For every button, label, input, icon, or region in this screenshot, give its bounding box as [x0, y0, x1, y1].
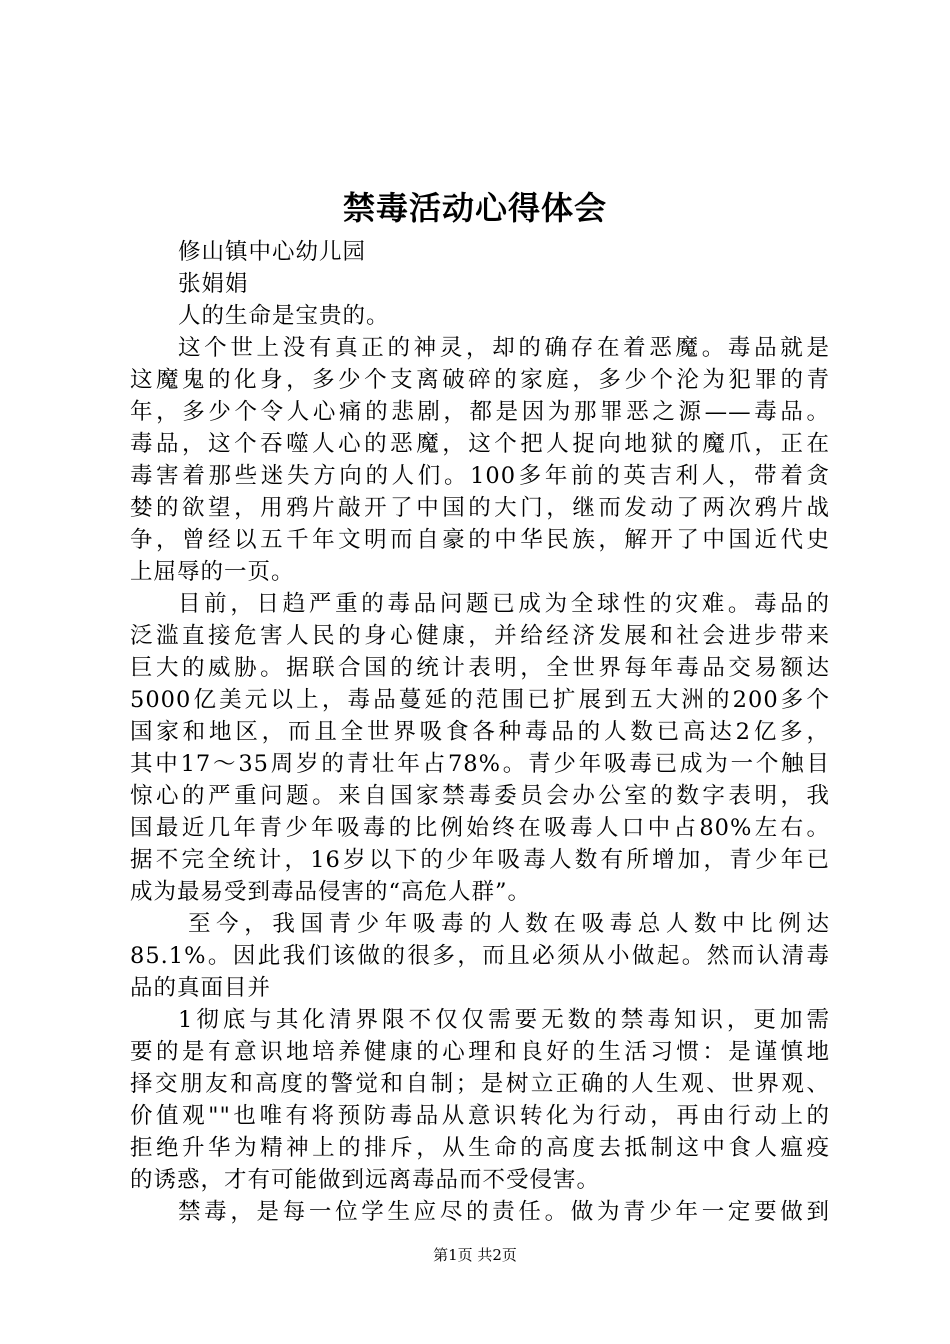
text-line: 惊心的严重问题。来自国家禁毒委员会办公室的数字表明，我: [130, 783, 830, 809]
text-line: 毒害着那些迷失方向的人们。100多年前的英吉利人，带着贪: [130, 463, 830, 489]
text-line: 年，多少个令人心痛的悲剧，都是因为那罪恶之源——毒品。: [130, 399, 830, 425]
text-line: 争，曾经以五千年文明而自豪的中华民族，解开了中国近代史: [130, 527, 830, 553]
text-line: 巨大的威胁。据联合国的统计表明，全世界每年毒品交易额达: [130, 655, 830, 681]
text-line: 禁毒，是每一位学生应尽的责任。做为青少年一定要做到: [178, 1199, 830, 1225]
text-line: 1彻底与其化清界限不仅仅需要无数的禁毒知识，更加需: [178, 1007, 830, 1033]
document-body: [130, 236, 830, 1228]
text-line: 张娟娟: [178, 271, 249, 297]
text-line: 的诱惑，才有可能做到远离毒品而不受侵害。: [130, 1167, 601, 1193]
text-line: 品的真面目并: [130, 975, 272, 1001]
text-line: 至今，我国青少年吸毒的人数在吸毒总人数中比例达: [188, 911, 830, 937]
text-line: 婪的欲望，用鸦片敲开了中国的大门，继而发动了两次鸦片战: [130, 495, 830, 521]
text-line: 这个世上没有真正的神灵，却的确存在着恶魔。毒品就是: [178, 335, 830, 361]
text-line: 目前，日趋严重的毒品问题已成为全球性的灾难。毒品的: [178, 591, 830, 617]
text-line: 拒绝升华为精神上的排斥，从生命的高度去抵制这中食人瘟疫: [130, 1135, 830, 1161]
text-line: 国家和地区，而且全世界吸食各种毒品的人数已高达2亿多，: [130, 719, 830, 745]
text-line: 成为最易受到毒品侵害的“高危人群”。: [130, 879, 532, 905]
text-line: 泛滥直接危害人民的身心健康，并给经济发展和社会进步带来: [130, 623, 830, 649]
text-line: 择交朋友和高度的警觉和自制；是树立正确的人生观、世界观、: [130, 1071, 830, 1097]
text-line: 5000亿美元以上，毒品蔓延的范围已扩展到五大洲的200多个: [130, 687, 830, 713]
document-title: 禁毒活动心得体会: [342, 189, 607, 227]
text-line: 其中17～35周岁的青壮年占78%。青少年吸毒已成为一个触目: [130, 751, 830, 777]
text-line: 毒品，这个吞噬人心的恶魔，这个把人捉向地狱的魔爪，正在: [130, 431, 830, 457]
text-line: 价值观""也唯有将预防毒品从意识转化为行动，再由行动上的: [130, 1103, 830, 1129]
text-line: 据不完全统计，16岁以下的少年吸毒人数有所增加，青少年已: [130, 847, 830, 873]
text-line: 要的是有意识地培养健康的心理和良好的生活习惯：是谨慎地: [130, 1039, 830, 1065]
page-footer: 第1页 共2页: [433, 1246, 517, 1264]
text-line: 国最近几年青少年吸毒的比例始终在吸毒人口中占80%左右。: [130, 815, 830, 841]
text-line: 这魔鬼的化身，多少个支离破碎的家庭，多少个沦为犯罪的青: [130, 367, 830, 393]
text-line: 上屈辱的一页。: [130, 559, 295, 585]
text-line: 85.1%。因此我们该做的很多，而且必须从小做起。然而认清毒: [130, 943, 830, 969]
text-line: 修山镇中心幼儿园: [178, 239, 367, 265]
text-line: 人的生命是宝贵的。: [178, 303, 390, 329]
